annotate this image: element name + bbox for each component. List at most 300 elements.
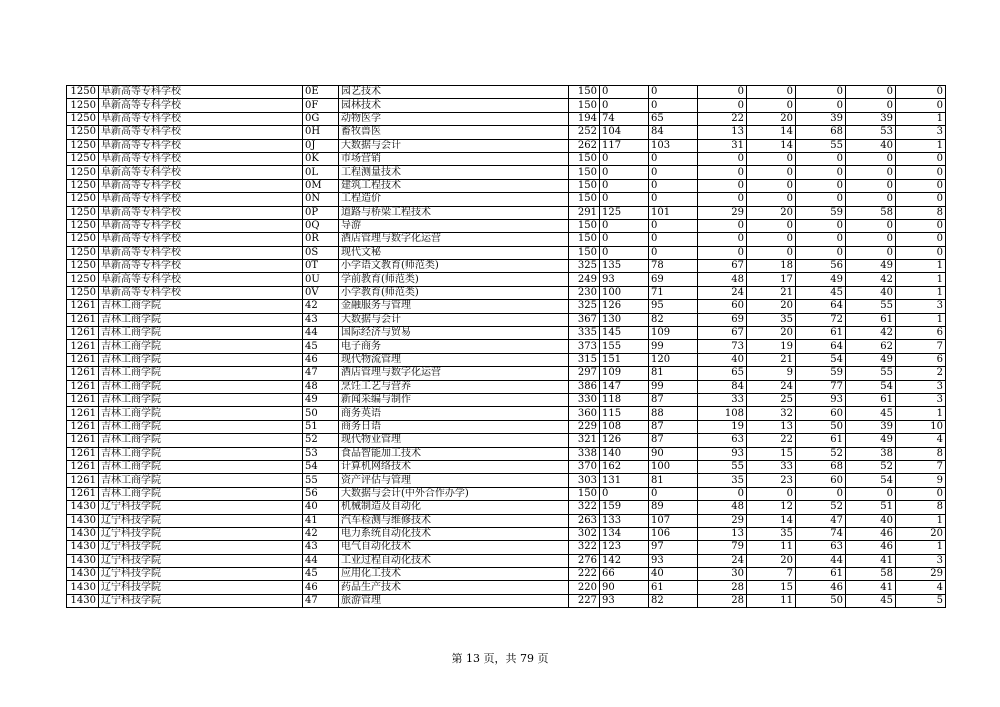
col-7-cell: 106 (649, 527, 698, 540)
col-9-cell: 13 (747, 420, 796, 433)
col-11-cell: 0 (846, 246, 896, 259)
col-5-cell: 249 (569, 273, 600, 286)
col-7-cell: 120 (649, 353, 698, 366)
col-8-cell: 13 (698, 126, 747, 139)
col-5-cell: 150 (569, 152, 600, 165)
col-9-cell: 0 (747, 193, 796, 206)
col-11-cell: 0 (846, 233, 896, 246)
col-12-cell: 9 (896, 474, 946, 487)
col-6-cell: 145 (600, 327, 649, 340)
col-11-cell: 41 (846, 554, 896, 567)
major-code-cell: 56 (303, 487, 339, 500)
col-8-cell: 22 (698, 112, 747, 125)
col-11-cell: 46 (846, 541, 896, 554)
school-name-cell: 吉林工商学院 (99, 367, 303, 380)
col-9-cell: 11 (747, 594, 796, 607)
major-name-cell: 药品生产技术 (339, 581, 569, 594)
col-9-cell: 7 (747, 568, 796, 581)
school-code-cell: 1250 (67, 179, 99, 192)
col-9-cell: 11 (747, 541, 796, 554)
col-12-cell: 0 (896, 246, 946, 259)
col-6-cell: 93 (600, 594, 649, 607)
col-10-cell: 93 (796, 393, 846, 406)
col-11-cell: 55 (846, 367, 896, 380)
major-name-cell: 机械制造及自动化 (339, 501, 569, 514)
major-code-cell: 49 (303, 393, 339, 406)
major-name-cell: 小学教育(师范类) (339, 286, 569, 299)
major-name-cell: 酒店管理与数字化运营 (339, 367, 569, 380)
col-11-cell: 52 (846, 460, 896, 473)
school-code-cell: 1250 (67, 112, 99, 125)
col-9-cell: 33 (747, 460, 796, 473)
col-5-cell: 325 (569, 300, 600, 313)
col-7-cell: 90 (649, 447, 698, 460)
school-name-cell: 辽宁科技学院 (99, 594, 303, 607)
table-row (67, 99, 946, 112)
major-name-cell: 现代物业管理 (339, 434, 569, 447)
col-5-cell: 220 (569, 581, 600, 594)
school-name-cell: 吉林工商学院 (99, 474, 303, 487)
school-name-cell: 辽宁科技学院 (99, 514, 303, 527)
col-7-cell: 82 (649, 594, 698, 607)
school-code-cell: 1261 (67, 434, 99, 447)
col-6-cell: 0 (600, 246, 649, 259)
col-7-cell: 0 (649, 179, 698, 192)
school-name-cell: 阜新高等专科学校 (99, 86, 303, 99)
col-10-cell: 60 (796, 407, 846, 420)
school-name-cell: 辽宁科技学院 (99, 554, 303, 567)
major-code-cell: 0J (303, 139, 339, 152)
col-12-cell: 7 (896, 340, 946, 353)
col-10-cell: 77 (796, 380, 846, 393)
school-code-cell: 1250 (67, 260, 99, 273)
col-6-cell: 135 (600, 260, 649, 273)
col-10-cell: 74 (796, 527, 846, 540)
col-12-cell: 0 (896, 193, 946, 206)
school-name-cell: 阜新高等专科学校 (99, 152, 303, 165)
col-6-cell: 155 (600, 340, 649, 353)
school-name-cell: 阜新高等专科学校 (99, 139, 303, 152)
col-7-cell: 109 (649, 327, 698, 340)
col-8-cell: 67 (698, 327, 747, 340)
col-9-cell: 14 (747, 126, 796, 139)
col-12-cell: 10 (896, 420, 946, 433)
col-12-cell: 3 (896, 380, 946, 393)
col-12-cell: 3 (896, 300, 946, 313)
col-11-cell: 42 (846, 273, 896, 286)
table-body (67, 86, 946, 608)
school-code-cell: 1430 (67, 554, 99, 567)
col-5-cell: 325 (569, 260, 600, 273)
col-7-cell: 0 (649, 233, 698, 246)
major-name-cell: 工业过程自动化技术 (339, 554, 569, 567)
table-row (67, 514, 946, 527)
col-9-cell: 17 (747, 273, 796, 286)
major-name-cell: 工程测量技术 (339, 166, 569, 179)
major-name-cell: 电气自动化技术 (339, 541, 569, 554)
col-9-cell: 21 (747, 286, 796, 299)
col-12-cell: 0 (896, 487, 946, 500)
col-5-cell: 150 (569, 219, 600, 232)
col-12-cell: 2 (896, 367, 946, 380)
col-8-cell: 65 (698, 367, 747, 380)
major-name-cell: 商务日语 (339, 420, 569, 433)
col-12-cell: 6 (896, 327, 946, 340)
col-6-cell: 0 (600, 487, 649, 500)
col-10-cell: 54 (796, 353, 846, 366)
col-9-cell: 24 (747, 380, 796, 393)
col-8-cell: 79 (698, 541, 747, 554)
col-9-cell: 23 (747, 474, 796, 487)
major-code-cell: 0G (303, 112, 339, 125)
major-name-cell: 工程造价 (339, 193, 569, 206)
col-12-cell: 0 (896, 99, 946, 112)
table-row (67, 179, 946, 192)
major-code-cell: 0L (303, 166, 339, 179)
school-name-cell: 吉林工商学院 (99, 420, 303, 433)
col-10-cell: 52 (796, 501, 846, 514)
school-code-cell: 1430 (67, 568, 99, 581)
table-row (67, 594, 946, 607)
major-code-cell: 0T (303, 260, 339, 273)
col-9-cell: 20 (747, 300, 796, 313)
school-name-cell: 阜新高等专科学校 (99, 99, 303, 112)
col-9-cell: 19 (747, 340, 796, 353)
school-code-cell: 1261 (67, 340, 99, 353)
col-9-cell: 0 (747, 219, 796, 232)
table-row (67, 166, 946, 179)
col-12-cell: 29 (896, 568, 946, 581)
col-7-cell: 0 (649, 246, 698, 259)
table-row (67, 112, 946, 125)
school-code-cell: 1430 (67, 514, 99, 527)
col-11-cell: 0 (846, 193, 896, 206)
major-code-cell: 0K (303, 152, 339, 165)
col-9-cell: 0 (747, 179, 796, 192)
col-6-cell: 126 (600, 300, 649, 313)
major-code-cell: 43 (303, 313, 339, 326)
col-9-cell: 35 (747, 313, 796, 326)
col-5-cell: 302 (569, 527, 600, 540)
table-row (67, 527, 946, 540)
table-row (67, 434, 946, 447)
major-code-cell: 47 (303, 594, 339, 607)
col-5-cell: 150 (569, 233, 600, 246)
col-12-cell: 1 (896, 313, 946, 326)
major-code-cell: 42 (303, 300, 339, 313)
col-11-cell: 61 (846, 313, 896, 326)
school-code-cell: 1261 (67, 447, 99, 460)
col-10-cell: 39 (796, 112, 846, 125)
col-7-cell: 87 (649, 393, 698, 406)
major-name-cell: 国际经济与贸易 (339, 327, 569, 340)
col-7-cell: 40 (649, 568, 698, 581)
table-row (67, 300, 946, 313)
col-10-cell: 49 (796, 273, 846, 286)
col-5-cell: 335 (569, 327, 600, 340)
col-9-cell: 0 (747, 166, 796, 179)
col-11-cell: 0 (846, 179, 896, 192)
col-10-cell: 64 (796, 340, 846, 353)
table-row (67, 86, 946, 99)
col-10-cell: 68 (796, 460, 846, 473)
school-name-cell: 吉林工商学院 (99, 327, 303, 340)
table-row (67, 447, 946, 460)
table-row (67, 367, 946, 380)
major-name-cell: 电子商务 (339, 340, 569, 353)
major-code-cell: 46 (303, 353, 339, 366)
major-name-cell: 学前教育(师范类) (339, 273, 569, 286)
school-code-cell: 1250 (67, 273, 99, 286)
major-code-cell: 48 (303, 380, 339, 393)
col-8-cell: 30 (698, 568, 747, 581)
col-8-cell: 29 (698, 206, 747, 219)
col-11-cell: 62 (846, 340, 896, 353)
col-12-cell: 3 (896, 393, 946, 406)
col-5-cell: 252 (569, 126, 600, 139)
school-name-cell: 阜新高等专科学校 (99, 206, 303, 219)
table-row (67, 327, 946, 340)
major-name-cell: 动物医学 (339, 112, 569, 125)
col-6-cell: 100 (600, 286, 649, 299)
col-6-cell: 0 (600, 219, 649, 232)
school-code-cell: 1430 (67, 581, 99, 594)
col-8-cell: 0 (698, 99, 747, 112)
col-7-cell: 87 (649, 434, 698, 447)
col-9-cell: 12 (747, 501, 796, 514)
col-8-cell: 0 (698, 179, 747, 192)
col-10-cell: 59 (796, 206, 846, 219)
major-code-cell: 41 (303, 514, 339, 527)
table-row (67, 260, 946, 273)
major-code-cell: 0U (303, 273, 339, 286)
admission-score-table (66, 85, 946, 608)
col-5-cell: 227 (569, 594, 600, 607)
col-12-cell: 0 (896, 179, 946, 192)
col-12-cell: 6 (896, 353, 946, 366)
col-5-cell: 322 (569, 501, 600, 514)
col-8-cell: 19 (698, 420, 747, 433)
col-6-cell: 0 (600, 233, 649, 246)
major-code-cell: 50 (303, 407, 339, 420)
school-code-cell: 1261 (67, 380, 99, 393)
school-code-cell: 1250 (67, 233, 99, 246)
table-row (67, 313, 946, 326)
col-12-cell: 4 (896, 434, 946, 447)
col-11-cell: 49 (846, 434, 896, 447)
col-7-cell: 71 (649, 286, 698, 299)
col-6-cell: 130 (600, 313, 649, 326)
col-9-cell: 14 (747, 139, 796, 152)
col-6-cell: 147 (600, 380, 649, 393)
col-6-cell: 74 (600, 112, 649, 125)
school-name-cell: 吉林工商学院 (99, 407, 303, 420)
major-name-cell: 现代物流管理 (339, 353, 569, 366)
col-7-cell: 88 (649, 407, 698, 420)
table-row (67, 126, 946, 139)
col-11-cell: 46 (846, 527, 896, 540)
major-code-cell: 43 (303, 541, 339, 554)
major-name-cell: 酒店管理与数字化运营 (339, 233, 569, 246)
col-11-cell: 0 (846, 487, 896, 500)
school-name-cell: 吉林工商学院 (99, 300, 303, 313)
school-code-cell: 1250 (67, 286, 99, 299)
school-code-cell: 1261 (67, 313, 99, 326)
school-code-cell: 1430 (67, 594, 99, 607)
col-6-cell: 66 (600, 568, 649, 581)
col-6-cell: 131 (600, 474, 649, 487)
school-name-cell: 阜新高等专科学校 (99, 246, 303, 259)
col-5-cell: 370 (569, 460, 600, 473)
col-5-cell: 150 (569, 99, 600, 112)
table-row (67, 501, 946, 514)
col-6-cell: 0 (600, 152, 649, 165)
col-6-cell: 126 (600, 434, 649, 447)
school-name-cell: 辽宁科技学院 (99, 581, 303, 594)
table-row (67, 474, 946, 487)
col-7-cell: 97 (649, 541, 698, 554)
school-code-cell: 1261 (67, 353, 99, 366)
col-11-cell: 42 (846, 327, 896, 340)
col-5-cell: 262 (569, 139, 600, 152)
major-name-cell: 大数据与会计 (339, 313, 569, 326)
col-8-cell: 60 (698, 300, 747, 313)
col-5-cell: 322 (569, 541, 600, 554)
col-10-cell: 0 (796, 193, 846, 206)
col-6-cell: 162 (600, 460, 649, 473)
major-name-cell: 金融服务与管理 (339, 300, 569, 313)
major-code-cell: 52 (303, 434, 339, 447)
school-name-cell: 吉林工商学院 (99, 460, 303, 473)
col-8-cell: 35 (698, 474, 747, 487)
col-8-cell: 63 (698, 434, 747, 447)
major-code-cell: 0H (303, 126, 339, 139)
col-11-cell: 45 (846, 594, 896, 607)
col-11-cell: 40 (846, 514, 896, 527)
school-name-cell: 阜新高等专科学校 (99, 233, 303, 246)
col-8-cell: 29 (698, 514, 747, 527)
school-code-cell: 1250 (67, 126, 99, 139)
col-9-cell: 20 (747, 206, 796, 219)
table-row (67, 340, 946, 353)
col-12-cell: 0 (896, 152, 946, 165)
col-5-cell: 373 (569, 340, 600, 353)
col-6-cell: 118 (600, 393, 649, 406)
col-8-cell: 67 (698, 260, 747, 273)
col-7-cell: 107 (649, 514, 698, 527)
major-code-cell: 55 (303, 474, 339, 487)
col-11-cell: 49 (846, 260, 896, 273)
col-5-cell: 276 (569, 554, 600, 567)
col-8-cell: 48 (698, 273, 747, 286)
col-9-cell: 20 (747, 112, 796, 125)
major-name-cell: 电力系统自动化技术 (339, 527, 569, 540)
col-12-cell: 3 (896, 554, 946, 567)
col-10-cell: 61 (796, 568, 846, 581)
col-7-cell: 69 (649, 273, 698, 286)
col-7-cell: 93 (649, 554, 698, 567)
col-10-cell: 72 (796, 313, 846, 326)
school-name-cell: 阜新高等专科学校 (99, 273, 303, 286)
col-7-cell: 82 (649, 313, 698, 326)
col-10-cell: 52 (796, 447, 846, 460)
col-12-cell: 3 (896, 126, 946, 139)
major-name-cell: 应用化工技术 (339, 568, 569, 581)
major-code-cell: 0F (303, 99, 339, 112)
major-code-cell: 40 (303, 501, 339, 514)
col-5-cell: 194 (569, 112, 600, 125)
major-name-cell: 建筑工程技术 (339, 179, 569, 192)
col-5-cell: 315 (569, 353, 600, 366)
col-6-cell: 134 (600, 527, 649, 540)
col-11-cell: 58 (846, 568, 896, 581)
col-10-cell: 50 (796, 420, 846, 433)
col-12-cell: 8 (896, 501, 946, 514)
major-name-cell: 新闻采编与制作 (339, 393, 569, 406)
school-name-cell: 阜新高等专科学校 (99, 286, 303, 299)
col-10-cell: 64 (796, 300, 846, 313)
major-name-cell: 旅游管理 (339, 594, 569, 607)
major-code-cell: 0P (303, 206, 339, 219)
col-7-cell: 0 (649, 487, 698, 500)
col-9-cell: 32 (747, 407, 796, 420)
table-row (67, 193, 946, 206)
col-12-cell: 1 (896, 407, 946, 420)
major-name-cell: 园林技术 (339, 99, 569, 112)
col-10-cell: 0 (796, 179, 846, 192)
col-6-cell: 151 (600, 353, 649, 366)
col-5-cell: 297 (569, 367, 600, 380)
major-name-cell: 烹饪工艺与营养 (339, 380, 569, 393)
major-code-cell: 44 (303, 327, 339, 340)
col-12-cell: 1 (896, 112, 946, 125)
col-12-cell: 5 (896, 594, 946, 607)
major-name-cell: 园艺技术 (339, 86, 569, 99)
col-7-cell: 0 (649, 166, 698, 179)
col-5-cell: 386 (569, 380, 600, 393)
col-7-cell: 100 (649, 460, 698, 473)
col-6-cell: 125 (600, 206, 649, 219)
col-8-cell: 0 (698, 246, 747, 259)
col-9-cell: 0 (747, 246, 796, 259)
col-11-cell: 40 (846, 139, 896, 152)
major-code-cell: 0N (303, 193, 339, 206)
school-name-cell: 吉林工商学院 (99, 447, 303, 460)
col-12-cell: 0 (896, 219, 946, 232)
col-10-cell: 0 (796, 246, 846, 259)
col-6-cell: 0 (600, 99, 649, 112)
col-5-cell: 150 (569, 246, 600, 259)
school-name-cell: 吉林工商学院 (99, 393, 303, 406)
school-code-cell: 1250 (67, 246, 99, 259)
col-5-cell: 263 (569, 514, 600, 527)
major-name-cell: 道路与桥梁工程技术 (339, 206, 569, 219)
col-12-cell: 1 (896, 541, 946, 554)
col-8-cell: 0 (698, 86, 747, 99)
col-12-cell: 4 (896, 581, 946, 594)
col-11-cell: 58 (846, 206, 896, 219)
col-9-cell: 22 (747, 434, 796, 447)
col-7-cell: 0 (649, 193, 698, 206)
col-5-cell: 150 (569, 166, 600, 179)
major-name-cell: 小学语文教育(师范类) (339, 260, 569, 273)
school-code-cell: 1250 (67, 219, 99, 232)
col-10-cell: 61 (796, 434, 846, 447)
school-name-cell: 吉林工商学院 (99, 340, 303, 353)
col-11-cell: 53 (846, 126, 896, 139)
col-5-cell: 291 (569, 206, 600, 219)
col-8-cell: 13 (698, 527, 747, 540)
